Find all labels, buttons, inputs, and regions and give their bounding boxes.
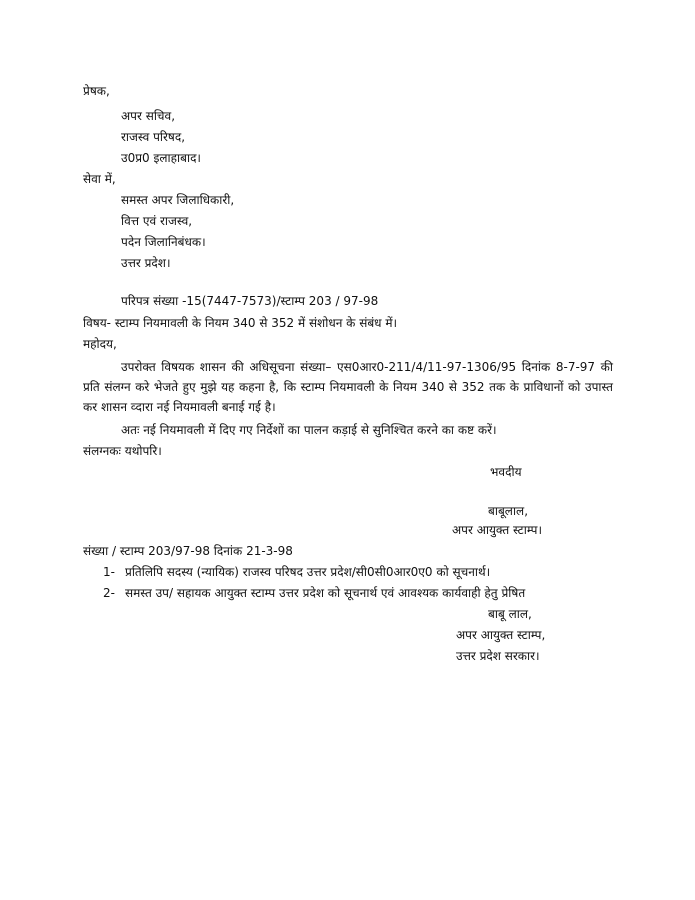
closing-text: भवदीय bbox=[490, 465, 522, 479]
recipient-line: उत्तर प्रदेश। bbox=[121, 256, 171, 270]
signature-name: बाबू लाल, bbox=[488, 607, 532, 621]
recipient-line: वित्त एवं राजस्व, bbox=[121, 214, 193, 228]
sender-line: उ0प्र0 इलाहाबाद। bbox=[121, 151, 201, 165]
recipient-line: समस्त अपर जिलाधिकारी, bbox=[121, 193, 235, 207]
sender-label: प्रेषक, bbox=[83, 84, 110, 98]
body-paragraph-1: उपरोक्त विषयक शासन की अधिसूचना संख्या– एस0आर0-211/4/11-97-1306/95 दिनांक 8-7-97 की प्रति संलग्न करे भेजते हुए मुझे यह कहना है, कि स्टाम्प नियमावली के नियम 340 से 352 तक के प्राविधानों को उपास्त कर शासन व्दारा नई नियमावली बनाई गई है। bbox=[83, 360, 613, 414]
reference-line: संख्या / स्टाम्प 203/97-98 दिनांक 21-3-98 bbox=[83, 544, 293, 558]
subject-line: विषय- स्टाम्प नियमावली के नियम 340 से 352 में संशोधन के संबंध में। bbox=[83, 316, 398, 330]
body-paragraph-2: अतः नई नियमावली में दिए गए निर्देशों का पालन कड़ाई से सुनिश्चित करने का कष्ट करें। bbox=[121, 423, 497, 437]
signature-designation: अपर आयुक्त स्टाम्प, bbox=[456, 628, 546, 642]
recipient-label: सेवा में, bbox=[83, 172, 116, 186]
salutation: महोदय, bbox=[83, 337, 117, 351]
list-item-text: प्रतिलिपि सदस्य (न्यायिक) राजस्व परिषद उत्तर प्रदेश/सी0सी0आर0ए0 को सूचनार्थ। bbox=[125, 565, 491, 579]
signature-name: बाबूलाल, bbox=[488, 504, 529, 518]
list-item-text: समस्त उप/ सहायक आयुक्त स्टाम्प उत्तर प्रदेश को सूचनार्थ एवं आवश्यक कार्यवाही हेतु प्रेषित bbox=[125, 586, 526, 600]
list-item-number: 2- bbox=[103, 586, 115, 600]
signature-office: उत्तर प्रदेश सरकार। bbox=[456, 649, 540, 663]
list-item-number: 1- bbox=[103, 565, 115, 579]
signature-designation: अपर आयुक्त स्टाम्प। bbox=[452, 523, 543, 537]
recipient-line: पदेन जिलानिबंधक। bbox=[121, 235, 206, 249]
enclosure-line: संलग्नकः यथोपरि। bbox=[83, 444, 162, 458]
circular-number: परिपत्र संख्या -15(7447-7573)/स्टाम्प 203 / 97-98 bbox=[121, 294, 379, 308]
sender-line: अपर सचिव, bbox=[121, 109, 176, 123]
sender-line: राजस्व परिषद, bbox=[121, 130, 186, 144]
